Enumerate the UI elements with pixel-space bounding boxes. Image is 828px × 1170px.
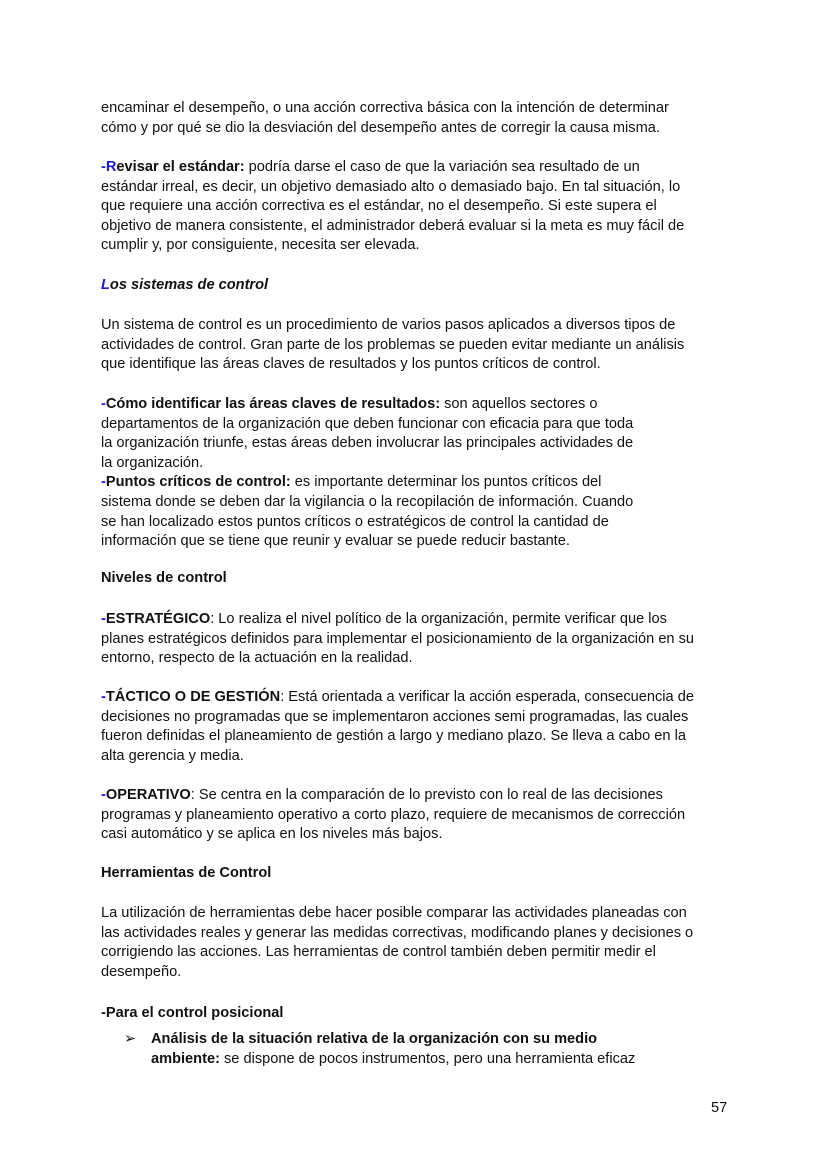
heading-initial: R — [105, 159, 117, 175]
text-run: es importante determinar los puntos críticos del — [290, 474, 602, 491]
text-line: que identifique las áreas claves de resultados y los puntos críticos de control. — [101, 356, 601, 373]
dash-marker: - — [101, 474, 106, 491]
tactico-paragraph — [101, 688, 741, 766]
heading-line — [101, 276, 741, 296]
dash-marker: - — [101, 396, 106, 412]
text-line — [101, 473, 741, 493]
text-run: se dispone de pocos instrumentos, pero una herramienta eficaz — [219, 1050, 636, 1067]
text-run: : Se centra en la comparación de lo previsto con lo real de las decisiones — [190, 787, 663, 803]
operativo-paragraph — [101, 786, 741, 845]
text-line: decisiones no programadas que se implementaron acciones semi programadas, las cuales — [101, 708, 689, 725]
text-line: entorno, respecto de la actuación en la realidad. — [101, 650, 413, 667]
subsection-title: -Para el control posicional — [101, 1005, 284, 1021]
arrow-bullet-icon: ➢ — [124, 1031, 137, 1047]
sistemas-paragraph — [101, 316, 741, 375]
text-line: estándar irreal, es decir, un objetivo demasiado alto o demasiado bajo. En tal situación, lo — [101, 178, 681, 195]
text-line: sistema donde se deben dar la vigilancia o la recopilación de información. Cuando — [101, 493, 634, 510]
section-title: os sistemas de control — [109, 277, 269, 293]
intro-paragraph — [101, 99, 741, 138]
text-line — [101, 395, 741, 415]
niveles-heading — [101, 569, 741, 589]
text-line: fueron definidas el planeamiento de gestión a largo y mediano plazo. Se lleva a cabo en la — [101, 728, 686, 745]
posicional-heading — [101, 1004, 741, 1024]
estrategico-paragraph — [101, 610, 741, 669]
text-line — [101, 158, 741, 178]
text-line: que requiere una acción correctiva es el estándar, no el desempeño. Si este supera el — [101, 198, 657, 215]
herramientas-paragraph — [101, 904, 741, 982]
text-line: casi automático y se aplica en los niveles más bajos. — [101, 826, 443, 843]
text-line: se han localizado estos puntos críticos o estratégicos de control la cantidad de — [101, 513, 609, 530]
text-line: corrigiendo las acciones. Las herramientas de control también deben permitir medir el — [101, 944, 656, 961]
dash-marker: - — [101, 159, 106, 175]
areas-heading: Cómo identificar las áreas claves de resultados: — [105, 396, 441, 412]
text-line: encaminar el desempeño, o una acción correctiva básica con la intención de determinar — [101, 100, 669, 116]
puntos-heading: Puntos críticos de control: — [105, 474, 291, 491]
text-line: objetivo de manera consistente, el administrador deberá evaluar si la meta es muy fácil de — [101, 217, 685, 234]
operativo-heading: OPERATIVO — [105, 787, 191, 803]
text-line — [101, 610, 741, 630]
tactico-heading: TÁCTICO O DE GESTIÓN — [105, 689, 281, 705]
text-line: Análisis de la situación relativa de la organización con su medio — [151, 1031, 598, 1047]
bullet-bold-term: ambiente: — [151, 1050, 220, 1067]
text-run: : Está orientada a verificar la acción esperada, consecuencia de — [280, 689, 694, 705]
text-line: programas y planeamiento operativo a corto plazo, requiere de mecanismos de corrección — [101, 806, 686, 823]
herramientas-heading — [101, 864, 741, 884]
sistemas-heading — [101, 276, 741, 296]
page-number: 57 — [711, 1100, 728, 1116]
estrategico-heading: ESTRATÉGICO — [105, 611, 211, 627]
text-line: alta gerencia y media. — [101, 747, 244, 764]
text-line: las actividades reales y generar las medidas correctivas, modificando planes y decisiones o — [101, 924, 694, 941]
text-run: podría darse el caso de que la variación sea resultado de un — [244, 159, 640, 175]
text-line: La utilización de herramientas debe hacer posible comparar las actividades planeadas con — [101, 905, 687, 921]
text-line: la organización. — [101, 454, 204, 471]
text-line: la organización triunfe, estas áreas deben involucrar las principales actividades de — [101, 435, 634, 452]
text-run: son aquellos sectores o — [440, 396, 598, 412]
text-line: departamentos de la organización que deben funcionar con eficacia para que toda — [101, 415, 634, 432]
bullet-item — [151, 1030, 635, 1069]
text-line: Un sistema de control es un procedimiento de varios pasos aplicados a diversos tipos de — [101, 317, 676, 333]
text-line: actividades de control. Gran parte de los problemas se pueden evitar mediante un análisis — [101, 336, 685, 353]
text-line — [101, 786, 741, 806]
text-line — [101, 688, 741, 708]
dash-marker: - — [101, 689, 106, 705]
text-line: desempeño. — [101, 963, 182, 980]
revisar-estandar-paragraph — [101, 158, 741, 256]
section-title: Niveles de control — [101, 570, 227, 586]
dash-marker: - — [101, 787, 106, 803]
dash-marker: - — [101, 611, 106, 627]
revisar-heading: evisar el estándar: — [116, 159, 245, 175]
section-title: Herramientas de Control — [101, 865, 272, 881]
heading-initial: L — [101, 277, 110, 293]
text-line — [151, 1050, 635, 1070]
text-run: : Lo realiza el nivel político de la organización, permite verificar que los — [210, 611, 667, 627]
text-line: cómo y por qué se dio la desviación del desempeño antes de corregir la causa misma. — [101, 119, 660, 136]
text-line: cumplir y, por consiguiente, necesita ser elevada. — [101, 237, 420, 254]
areas-claves-paragraph — [101, 395, 741, 552]
text-line: información que se tiene que reunir y evaluar se puede reducir bastante. — [101, 533, 570, 550]
text-line: planes estratégicos definidos para implementar el posicionamiento de la organización en su — [101, 630, 695, 647]
